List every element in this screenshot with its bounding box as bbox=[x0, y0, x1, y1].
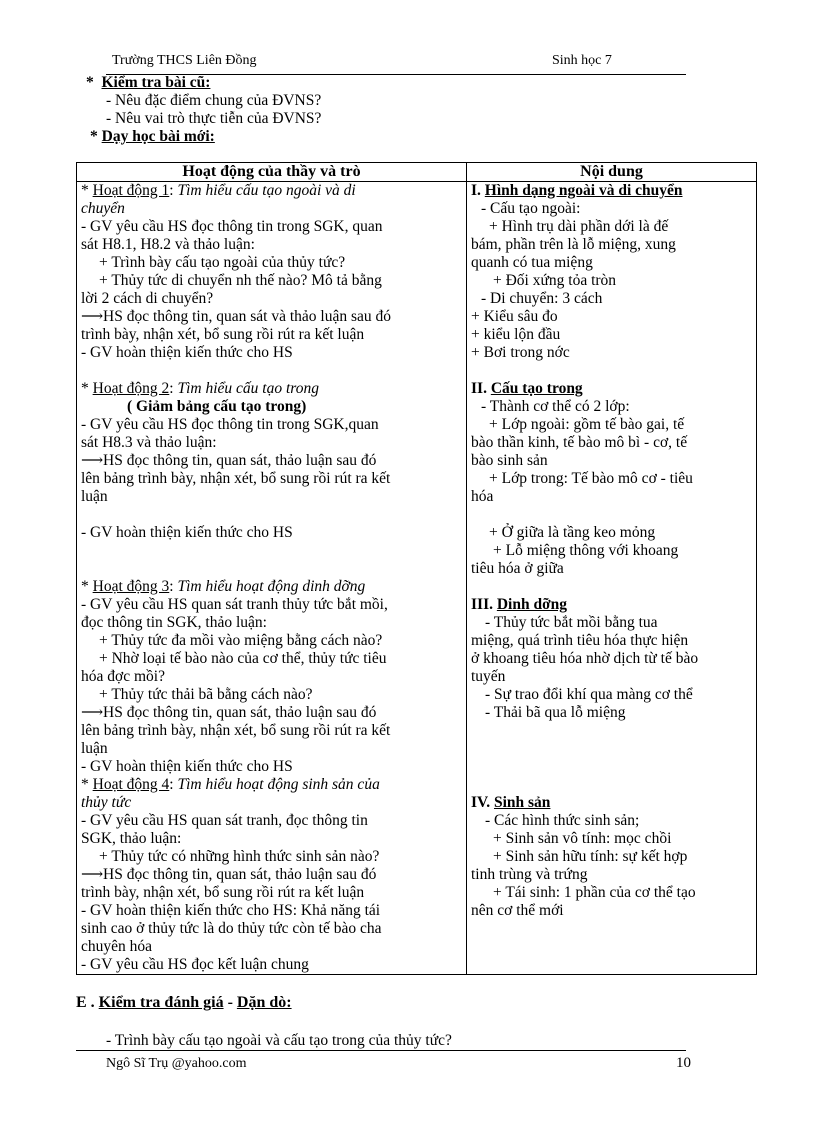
spacer bbox=[471, 578, 752, 596]
text-line: lời 2 cách di chuyển? bbox=[81, 290, 214, 307]
check-question-2: - Nêu vai trò thực tiễn của ĐVNS? bbox=[106, 110, 322, 127]
text-line: ở khoang tiêu hóa nhờ dịch từ tế bào bbox=[471, 650, 699, 667]
content-cell bbox=[467, 182, 757, 975]
text-line: + Lớp ngoài: gồm tế bào gai, tế bbox=[489, 416, 685, 433]
text-line: + Thủy tức thải bã bằng cách nào? bbox=[99, 686, 313, 703]
text-line: + Sinh sản vô tính: mọc chồi bbox=[493, 830, 672, 847]
spacer bbox=[81, 362, 462, 380]
text-line: nên cơ thể mới bbox=[471, 902, 564, 919]
text-line: + Kiểu sâu đo bbox=[471, 308, 558, 325]
text-line: SGK, thảo luận: bbox=[81, 830, 182, 847]
spacer bbox=[471, 362, 752, 380]
activity-4-heading-cont: thủy tức bbox=[81, 794, 132, 811]
section-2-title: II. Cấu tạo trong bbox=[471, 380, 583, 397]
text-line: sát H8.1, H8.2 và thảo luận: bbox=[81, 236, 255, 253]
page-number: 10 bbox=[676, 1055, 691, 1071]
text-line: + kiểu lộn đầu bbox=[471, 326, 561, 343]
text-line: + Ở giữa là tầng keo mỏng bbox=[489, 524, 656, 541]
spacer bbox=[471, 740, 752, 758]
spacer bbox=[81, 542, 462, 560]
text-line: quanh có tua miệng bbox=[471, 254, 593, 271]
text-line: ⟶HS đọc thông tin, quan sát, thảo luận sau đó bbox=[81, 866, 377, 883]
text-line: - GV yêu cầu HS đọc thông tin trong SGK, quan bbox=[81, 218, 383, 235]
text-line: sinh cao ở thủy tức là do thủy tức còn tế bào cha bbox=[81, 920, 382, 937]
text-line: trình bày, nhận xét, bổ sung rồi rút ra kết luận bbox=[81, 326, 365, 343]
text-line: + Sinh sản hữu tính: sự kết hợp bbox=[493, 848, 688, 865]
text-line: miệng, quá trình tiêu hóa thực hiện bbox=[471, 632, 689, 649]
text-line: - GV yêu cầu HS đọc thông tin trong SGK,quan bbox=[81, 416, 379, 433]
text-line: - Thủy tức bắt mồi bằng tua bbox=[485, 614, 658, 631]
activity-1-heading-cont: chuyển bbox=[81, 200, 125, 217]
text-line: luận bbox=[81, 488, 108, 505]
text-line: chuyên hóa bbox=[81, 938, 153, 955]
text-line: - Sự trao đổi khí qua màng cơ thể bbox=[485, 686, 693, 703]
text-line: ⟶HS đọc thông tin, quan sát, thảo luận sau đó bbox=[81, 452, 377, 469]
text-line: - GV hoàn thiện kiến thức cho HS bbox=[81, 758, 293, 775]
text-line: - Các hình thức sinh sản; bbox=[485, 812, 640, 829]
text-line: - Cấu tạo ngoài: bbox=[481, 200, 581, 217]
text-line: - GV hoàn thiện kiến thức cho HS bbox=[81, 524, 293, 541]
arrow-right-icon: ⟶ bbox=[81, 452, 104, 469]
text-line: hóa bbox=[471, 488, 494, 505]
text-line: - GV yêu cầu HS quan sát tranh, đọc thông tin bbox=[81, 812, 368, 829]
header-activities: Hoạt động của thầy và trò bbox=[77, 163, 467, 182]
text-line: tiêu hóa ở giữa bbox=[471, 560, 564, 577]
text-line: - GV yêu cầu HS đọc kết luận chung bbox=[81, 956, 309, 973]
header-content: Nội dung bbox=[467, 163, 757, 182]
old-lesson-check bbox=[86, 74, 726, 146]
text-line: - Di chuyển: 3 cách bbox=[481, 290, 603, 307]
activity-2-heading: * Hoạt động 2: Tìm hiểu cấu tạo trong bbox=[81, 380, 319, 397]
text-line: đọc thông tin SGK, thảo luận: bbox=[81, 614, 267, 631]
spacer bbox=[81, 560, 462, 578]
section-3-title: III. Dinh dỡng bbox=[471, 596, 568, 613]
activity-4-heading: * Hoạt động 4: Tìm hiểu hoạt động sinh sản của bbox=[81, 776, 380, 793]
text-line: + Nhờ loại tế bào nào của cơ thể, thủy tức tiêu bbox=[99, 650, 387, 667]
spacer bbox=[471, 722, 752, 740]
text-line: + Đối xứng tỏa tròn bbox=[493, 272, 617, 289]
text-line: sát H8.3 và thảo luận: bbox=[81, 434, 217, 451]
section-1-title: I. Hình dạng ngoài và di chuyển bbox=[471, 182, 683, 199]
activity-2-subtitle: ( Giảm bảng cấu tạo trong) bbox=[127, 398, 307, 415]
footer-author: Ngô Sĩ Trụ @yahoo.com bbox=[106, 1056, 247, 1071]
spacer bbox=[471, 506, 752, 524]
text-line: - Thải bã qua lỗ miệng bbox=[485, 704, 626, 721]
text-line: + Thủy tức đa mồi vào miệng bằng cách nào? bbox=[99, 632, 383, 649]
subject-name: Sinh học 7 bbox=[552, 53, 612, 68]
text-line: - GV hoàn thiện kiến thức cho HS: Khả năng tái bbox=[81, 902, 381, 919]
arrow-right-icon: ⟶ bbox=[81, 308, 104, 325]
text-line: - Thành cơ thể có 2 lớp: bbox=[481, 398, 630, 415]
activity-3-heading: * Hoạt động 3: Tìm hiểu hoạt động dinh dỡng bbox=[81, 578, 366, 595]
check-title: * Kiểm tra bài cũ: bbox=[86, 74, 211, 91]
text-line: hóa đợc mồi? bbox=[81, 668, 165, 685]
text-line: + Thủy tức di chuyển nh thế nào? Mô tả bằng bbox=[99, 272, 382, 289]
text-line: + Tái sinh: 1 phần của cơ thể tạo bbox=[493, 884, 696, 901]
arrow-right-icon: ⟶ bbox=[81, 704, 104, 721]
check-question-1: - Nêu đặc điểm chung của ĐVNS? bbox=[106, 92, 322, 109]
text-line: ⟶HS đọc thông tin, quan sát, thảo luận sau đó bbox=[81, 704, 377, 721]
footer-rule bbox=[76, 1050, 686, 1051]
text-line: + Trình bày cấu tạo ngoài của thủy tức? bbox=[99, 254, 346, 271]
text-line: + Lớp trong: Tế bào mô cơ - tiêu bbox=[489, 470, 693, 487]
section-4-title: IV. Sinh sản bbox=[471, 794, 551, 811]
new-lesson-title: * Dạy học bài mới: bbox=[90, 128, 215, 145]
text-line: + Hình trụ dài phần dới là đế bbox=[489, 218, 669, 235]
text-line: - GV hoàn thiện kiến thức cho HS bbox=[81, 344, 293, 361]
spacer bbox=[81, 506, 462, 524]
text-line: luận bbox=[81, 740, 108, 757]
text-line: + Lỗ miệng thông với khoang bbox=[493, 542, 679, 559]
text-line: bào thần kinh, tế bào mô bì - cơ, tế bbox=[471, 434, 688, 451]
activity-1-heading: * Hoạt động 1: Tìm hiểu cấu tạo ngoài và di bbox=[81, 182, 356, 199]
spacer bbox=[471, 758, 752, 776]
arrow-right-icon: ⟶ bbox=[81, 866, 104, 883]
text-line: + Thủy tức có những hình thức sinh sản nào? bbox=[99, 848, 380, 865]
text-line: bám, phần trên là lỗ miệng, xung bbox=[471, 236, 676, 253]
text-line: bào sinh sản bbox=[471, 452, 548, 469]
evaluation-heading: E . Kiểm tra đánh giá - Dặn dò: bbox=[76, 994, 292, 1011]
text-line: tinh trùng và trứng bbox=[471, 866, 588, 883]
spacer bbox=[471, 776, 752, 794]
text-line: tuyến bbox=[471, 668, 506, 685]
text-line: trình bày, nhận xét, bổ sung rồi rút ra kết luận bbox=[81, 884, 365, 901]
text-line: lên bảng trình bày, nhận xét, bổ sung rồi rút ra kết bbox=[81, 722, 391, 739]
text-line: lên bảng trình bày, nhận xét, bổ sung rồi rút ra kết bbox=[81, 470, 391, 487]
school-name: Trường THCS Liên Đồng bbox=[112, 53, 257, 68]
text-line: + Bơi trong nớc bbox=[471, 344, 570, 361]
lesson-table bbox=[76, 162, 757, 975]
text-line: - GV yêu cầu HS quan sát tranh thủy tức bắt mồi, bbox=[81, 596, 388, 613]
evaluation-question: - Trình bày cấu tạo ngoài và cấu tạo trong của thủy tức? bbox=[106, 1032, 452, 1049]
text-line: ⟶HS đọc thông tin, quan sát và thảo luận sau đó bbox=[81, 308, 391, 325]
activities-cell bbox=[77, 182, 467, 975]
